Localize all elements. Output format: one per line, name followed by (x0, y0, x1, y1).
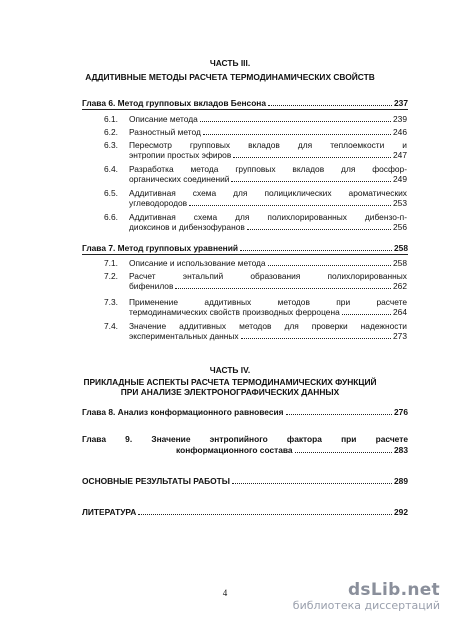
literature-entry[interactable] (82, 507, 408, 517)
chapter8-page: 276 (394, 407, 408, 417)
results-page: 289 (394, 476, 408, 486)
section-number: 6.5. (104, 188, 118, 198)
section-number: 6.1. (104, 114, 118, 124)
chapter9-title-line1[interactable]: Глава 9. Значение энтропийного фактора при расчете (82, 434, 408, 444)
chapter8-title: Глава 8. Анализ конформационного равновесия (82, 407, 284, 417)
results-title: ОСНОВНЫЕ РЕЗУЛЬТАТЫ РАБОТЫ (82, 476, 230, 486)
part3-label: ЧАСТЬ III. (209, 58, 251, 68)
dot-leader (295, 452, 392, 453)
chapter9-title-line2: конформационного состава (176, 445, 293, 455)
section-page: 256 (393, 222, 407, 232)
section-page: 247 (393, 150, 407, 160)
section-page: 239 (393, 114, 407, 124)
part3-title: АДДИТИВНЫЕ МЕТОДЫ РАСЧЕТА ТЕРМОДИНАМИЧЕСКИХ СВОЙСТВ (85, 72, 375, 82)
section-page: 262 (393, 281, 407, 291)
chapter9-entry[interactable] (176, 445, 408, 455)
section-page: 258 (393, 258, 407, 268)
section-page: 246 (393, 127, 407, 137)
section-title-line: Значение аддитивных методов для проверки надежности (129, 321, 407, 331)
section-number: 7.1. (104, 258, 118, 268)
section-title-line: углеводородов (129, 198, 188, 208)
section-title-line: экспериментальных данных (129, 331, 239, 341)
section-number: 6.2. (104, 127, 118, 137)
section-title: Описание метода (129, 114, 198, 124)
chapter6-rule (82, 109, 408, 110)
section-title-line: Пересмотр групповых вкладов для теплоемкости и (129, 140, 407, 150)
section-title-line: энтропии простых эфиров (129, 150, 232, 160)
dot-leader (342, 314, 391, 315)
chapter9-page: 283 (394, 445, 408, 455)
watermark-logo: dsLib.net (347, 580, 440, 600)
section-page: 273 (393, 331, 407, 341)
dot-leader (138, 514, 392, 515)
chapter6-page: 237 (394, 98, 408, 108)
section-page: 253 (393, 198, 407, 208)
chapter6-title: Глава 6. Метод групповых вкладов Бенсона (82, 98, 267, 108)
section-title-line: Разработка метода групповых вкладов для фосфор- (129, 164, 407, 174)
section-number: 6.4. (104, 164, 118, 174)
part4-title-line1: ПРИКЛАДНЫЕ АСПЕКТЫ РАСЧЕТА ТЕРМОДИНАМИЧЕСКИХ ФУНКЦИЙ (83, 377, 377, 387)
section-number: 6.3. (104, 140, 118, 150)
chapter7-title: Глава 7. Метод групповых уравнений (82, 243, 239, 253)
dot-leader (286, 414, 392, 415)
section-title: Разностный метод (129, 127, 201, 137)
part4-label: ЧАСТЬ IV. (209, 365, 251, 375)
section-title-line: диоксинов и дибензофуранов (129, 222, 245, 232)
watermark-subtitle: библиотека диссертаций (292, 599, 440, 612)
dot-leader (232, 483, 392, 484)
literature-title: ЛИТЕРАТУРА (82, 507, 137, 517)
part4-title-line2: ПРИ АНАЛИЗЕ ЭЛЕКТРОНОГРАФИЧЕСКИХ ДАННЫХ (120, 387, 340, 397)
section-title-line: бифенилов (129, 281, 174, 291)
section-title-line: органических соединений (129, 174, 230, 184)
dot-leader (240, 250, 392, 251)
section-number: 6.6. (104, 212, 118, 222)
section-number: 7.2. (104, 271, 118, 281)
section-title-line: Аддитивная схема для полициклических ароматических (129, 188, 407, 198)
page-number: 4 (222, 588, 228, 598)
dot-leader (268, 105, 392, 106)
section-title-line: Применение аддитивных методов при расчете (129, 297, 407, 307)
section-title-line: термодинамических свойств производных ферроцена (129, 307, 340, 317)
dot-leader (231, 181, 391, 182)
dot-leader (200, 121, 391, 122)
chapter7-entry[interactable] (82, 243, 408, 253)
section-page: 264 (393, 307, 407, 317)
section-title: Описание и использование метода (129, 258, 266, 268)
literature-page: 292 (394, 507, 408, 517)
chapter8-entry[interactable] (82, 407, 408, 417)
section-title-line: Аддитивная схема для полихлорированных дибензо-п- (129, 212, 407, 222)
dot-leader (233, 157, 391, 158)
dot-leader (268, 265, 391, 266)
section-number: 7.3. (104, 297, 118, 307)
dot-leader (203, 134, 391, 135)
section-page: 249 (393, 174, 407, 184)
results-entry[interactable] (82, 476, 408, 486)
dot-leader (247, 229, 391, 230)
chapter7-rule (82, 254, 408, 255)
section-number: 7.4. (104, 321, 118, 331)
chapter6-entry[interactable] (82, 98, 408, 108)
watermark (293, 580, 440, 612)
dot-leader (241, 338, 391, 339)
chapter7-page: 258 (394, 243, 408, 253)
dot-leader (189, 205, 391, 206)
section-title-line: Расчет энтальпий образования полихлорированных (129, 271, 407, 281)
dot-leader (175, 288, 391, 289)
